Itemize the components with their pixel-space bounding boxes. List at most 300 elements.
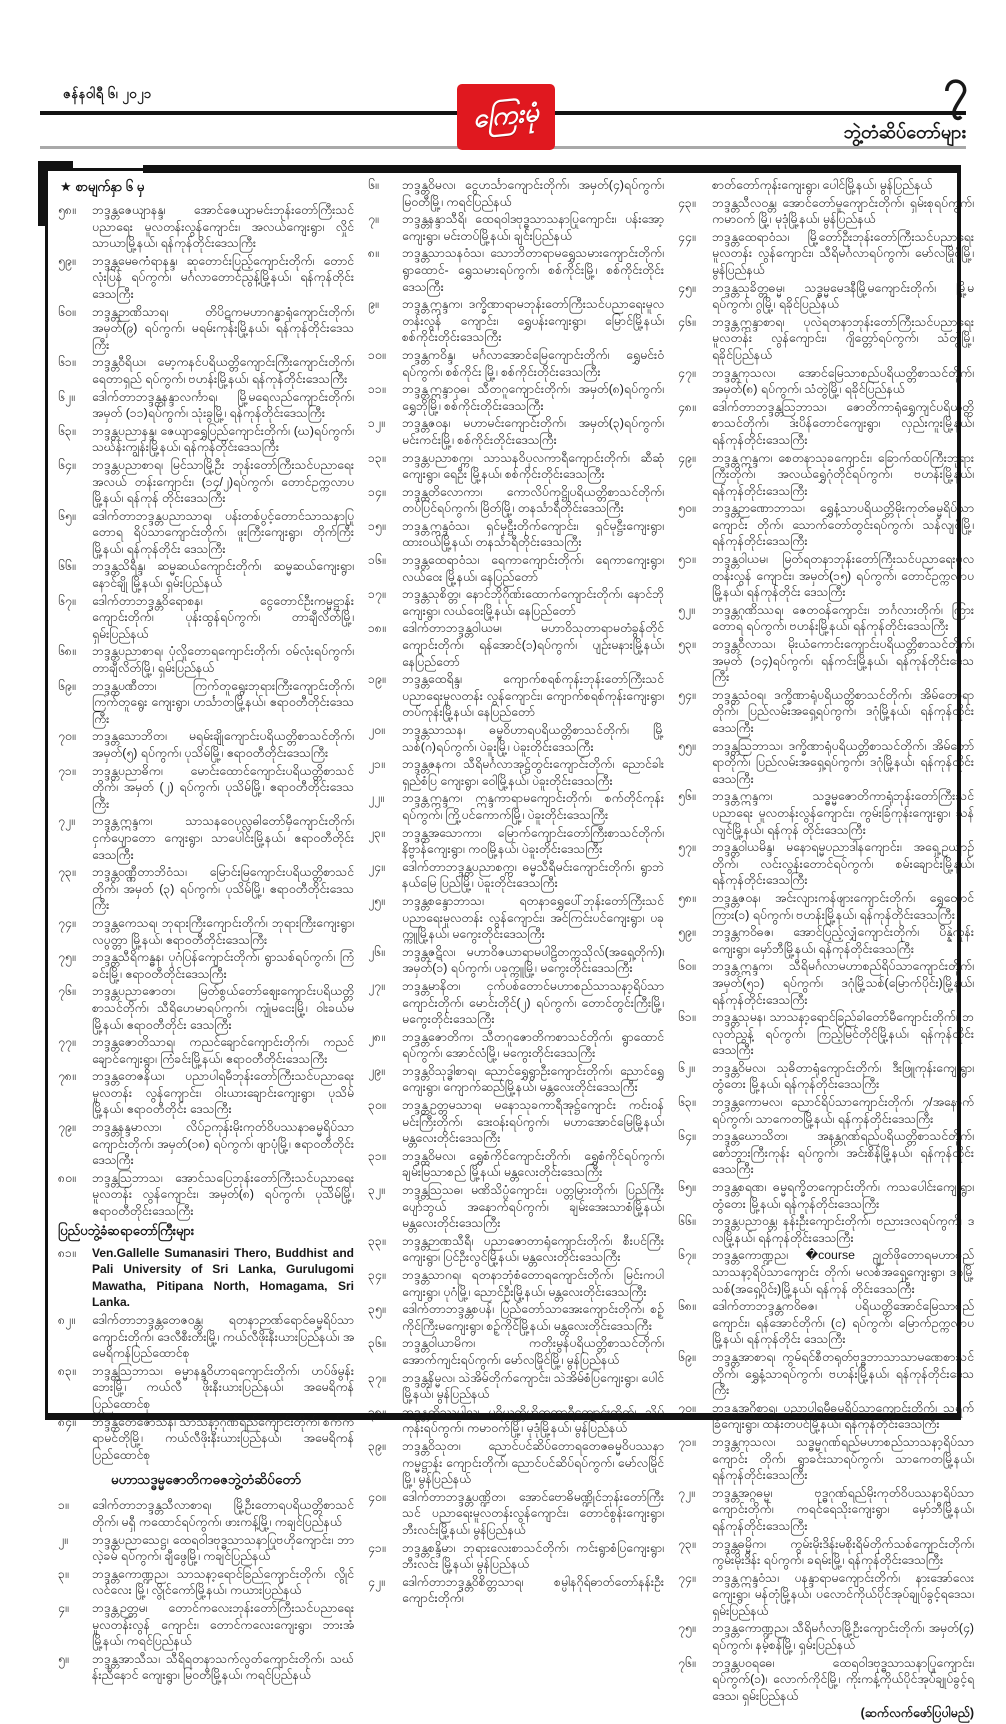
title-entry <box>678 1179 974 1212</box>
title-entry <box>58 304 354 354</box>
entry-text: ဘဒ္ဒန္တကုသလ၊ အောင်မြေသာစည်ပရိယတ္တိစာသင်တိုက်၊ အမှတ်(၈) ရပ်ကွက်၊ သံတွဲမြို့၊ ရခိုင်ပြည်နယ် <box>712 365 974 397</box>
entry-text: ဒေါက်တာဘဒ္ဒန္တဝါယမ၊ မဟာဝိသုတာရာမတံခွန်တိုင်ကျောင်းတိုက်၊ ရန်အောင်(၁)ရပ်ကွက်၊ ပျဉ်းမနားမြို့နယ်၊ နေပြည်တော် <box>402 621 664 669</box>
entry-text: ဘဒ္ဒန္တကုသလ၊ သဒ္ဓမ္မဂုဏ်ရည်မဟာစည်သာသနာ့ရိပ်သာကျောင်း တိုက်၊ ရွာခင်းသာရပ်ကွက်၊ သာကေတမြို့နယ်၊ ရန်ကုန်တိုင်းဒေသကြီး <box>712 1434 974 1483</box>
title-entry <box>678 1009 974 1059</box>
title-entry <box>58 1170 354 1220</box>
entry-text: ဘဒ္ဒန္တဓမ္မိက၊ ကွမ်းမိုးဒိန်းမစိုးရိမ်တိုက်သစ်ကျောင်းတိုက်၊ ကွမ်းမိုးဒိန်း ရပ်ကွက်၊ ခရမ်းမြို့၊ ရန်ကုန်တိုင်းဒေသကြီး <box>712 1536 974 1568</box>
title-entry <box>58 1600 354 1650</box>
entry-number: ၂၅။ <box>368 893 385 908</box>
title-entry <box>678 636 974 686</box>
title-entry <box>368 620 664 670</box>
entry-number: ၆၁။ <box>678 1010 696 1025</box>
entry-text: ဘဒ္ဒန္တဝါယမ၊ မြတ်ရတနာဘုန်းတော်ကြီးသင်ပညာရေးမူလတန်းလွန် ကျောင်း၊ အမှတ်(၁၅) ရပ်ကွက်၊ တောင်ဥက္ကလာပမြို့နယ်၊ ရန်ကုန်တိုင်း ဒေသကြီး <box>712 552 974 600</box>
entry-number: ၆၃။ <box>678 1095 696 1110</box>
entry-number: ၈၄။ <box>58 1414 76 1429</box>
entry-number: ၆၆။ <box>58 559 76 574</box>
title-entry <box>58 643 354 676</box>
title-entry <box>368 978 664 1028</box>
title-entry <box>368 586 664 619</box>
title-entry <box>58 1119 354 1169</box>
entry-number: ၇၃။ <box>678 1536 696 1551</box>
entry-number: ၂၁။ <box>368 757 385 772</box>
entry-text: ဘဒ္ဒန္တသုခိတ္တဓမ္မ၊ သဒ္ဓမ္မမေဒနီမြို့မကျောင်းတိုက်၊ မြို့မရပ်ကွက်၊ ဂွမြို့၊ ရခိုင်ပြည်နယ် <box>712 280 974 312</box>
title-entry <box>58 457 354 507</box>
title-entry <box>368 1438 664 1488</box>
entry-number: ၃၆။ <box>368 1336 386 1351</box>
title-entry <box>678 788 974 838</box>
entry-text: ဘဒ္ဒန္တပညာသေဋ္ဌ၊ ထေရဝါဒဗုဒ္ဓသာသနာပြုဗဟိုကျောင်း၊ ဘာလဲ့ခမ် ရပ်ကွက်၊ ချီဖွေမြို့၊ ကချင်ပြည်နယ် <box>92 1532 354 1564</box>
entry-text: ဘဒ္ဒန္တဝီရိယ၊ မော့ကနင်ပရိယတ္တိကျောင်းကြီးကျောင်းတိုက်၊ ရေတာရှည် ရပ်ကွက်၊ ဗဟန်းမြို့နယ်၊ ရန်ကုန်တိုင်းဒေသကြီး <box>92 355 354 386</box>
entry-number: ၇၃။ <box>58 865 76 880</box>
entry-number: ၅၉။ <box>58 253 76 268</box>
title-entry <box>678 687 974 737</box>
entry-number: ၆၃။ <box>58 423 76 438</box>
entry-number: ၁၆။ <box>368 553 386 568</box>
title-entry <box>368 790 664 823</box>
title-entry <box>368 1370 664 1403</box>
title-entry <box>678 314 974 364</box>
entry-text: ဘဒ္ဒန္တဣန္ဒက၊ ဣန္ဒကာရာမကျောင်းတိုက်၊ စက်တိုင်ကုန်းရပ်ကွက်၊ ကြို့ပင်ကောက်မြို့၊ ပဲခူးတိုင်းဒေသကြီး <box>402 791 664 822</box>
title-entry <box>368 415 664 448</box>
entry-number: ၂၉။ <box>368 1063 385 1078</box>
entry-number: ၅၈။ <box>58 203 76 217</box>
title-entry <box>678 1570 974 1620</box>
entry-text: ဘဒ္ဒန္တအဂ္ဂဓမ္မ၊ ဗုဒ္ဓဂုဏ်ရည်မိုးကုတ်ဝိပဿနာရိပ်သာကျောင်းတိုက်၊ ကရင်ရေသိုးကျေးရွာ၊ မှော်ဘီမြို့နယ်၊ ရန်ကုန်တိုင်းဒေသကြီး <box>712 1485 974 1533</box>
entry-text: ဘဒ္ဒန္တထေရာဝံသ၊ မြို့တော်ဦးဘုန်းတော်ကြီးသင်ပညာရေးမူလတန်း လွန်ကျောင်း၊ သီရိမင်္ဂလာရပ်ကွက်၊ မော်လမြိုင်မြို့၊ မွန်ပြည်နယ် <box>712 229 974 277</box>
entry-text: ဘဒ္ဒန္တဝါယာမိက၊ ကတိုးမွန်ပရိယတ္တိစာသင်တိုက်၊ အောက်ကျင်းရပ်ကွက်၊ မော်လမြိုင်မြို့၊ မွန်ပြည်နယ် <box>402 1336 664 1367</box>
foreign-sayadaw-header: ပြည်ပဘွဲ့ခံဆရာတော်ကြီးများ <box>58 1222 195 1238</box>
article-columns <box>58 177 974 1721</box>
entry-text: ဒေါက်တာဘဒ္ဒန္တသီလာစာရ၊ မြို့ဦးတောရပရိယတ္တိစာသင်တိုက်၊ မရှီ ကထောင်ရပ်ကွက်၊ ဖားကန့်မြို့၊ ကချင်ပြည်နယ် <box>92 1498 354 1529</box>
entry-number: ၃၄။ <box>368 1268 386 1282</box>
entry-number: ၈။ <box>368 246 379 261</box>
entry-number: ၆၈။ <box>58 644 76 659</box>
entry-text: ဘဒ္ဒန္တဩဘာသ၊ ဒက္ခိဏာရုံပရိယတ္တိစာသင်တိုက်၊ အိမ်တော်ရာတိုက်၊ ပြည်လမ်းအရှေ့ရပ်ကွက်၊ ဒဂုံမြို့နယ်၊ ရန်ကုန်တိုင်းဒေသကြီး <box>712 738 974 786</box>
entry-text: ဘဒ္ဒန္တတေဇနိယ၊ ပညာပါရမီဘုန်းတော်ကြီးသင်ပညာရေးမူလတန်း လွန်ကျောင်း၊ ဝါးယားချောင်းကျေးရွာ၊ ပုသိမ်မြို့နယ်၊ ဧရာဝတီတိုင်း ဒေသကြီး <box>92 1069 354 1117</box>
column-3 <box>678 177 974 1721</box>
mahasaddhamma-section-header: မဟာသဒ္ဓမ္မဇောတိကဓဇဘွဲ့တံဆိပ်တော် <box>110 1472 302 1488</box>
title-entry <box>368 450 664 483</box>
entry-text: ဘဒ္ဒန္တဝဏ္ဏီတာဘိဝံသ၊ မြောင်းမြကျောင်းပရိယတ္တိစာသင်တိုက်၊ အမှတ် (၃) ရပ်ကွက်၊ ပုသိမ်မြို့၊ ဧရာဝတီတိုင်းဒေသကြီး <box>92 865 354 913</box>
entry-number: ၆၅။ <box>678 1180 696 1195</box>
title-entry <box>58 864 354 914</box>
title-entry <box>58 915 354 948</box>
entry-text: ဒေါက်တာဘဒ္ဒန္တဩဘာသ၊ ဇောတိကာရုံရွှေကျင်ပရိယတ္တိစာသင်တိုက်၊ ဒဲးပိန်တောင်ကျေးရွာ၊ လှည်းကူးမြို့နယ်၊ ရန်ကုန်တိုင်းဒေသကြီး <box>712 399 974 447</box>
title-entry <box>678 1655 974 1705</box>
title-entry <box>58 593 354 643</box>
title-entry <box>58 1363 354 1413</box>
entry-number: ၇၁။ <box>678 1434 696 1449</box>
entry-text: ဘဒ္ဒန္တဝိမလ၊ ငွေဟင်္သာကျောင်းတိုက်၊ အမှတ်(၄)ရပ်ကွက်၊ မြဝတီမြို့၊ ကရင်ပြည်နယ် <box>402 178 664 209</box>
title-entry <box>368 518 664 551</box>
title-entry <box>58 763 354 813</box>
title-entry <box>58 1068 354 1118</box>
entry-number: ၁၄။ <box>368 484 386 499</box>
entry-text: ဘဒ္ဒန္တဥတ္တမသာရ၊ မနောသုခကာရီအုဋ္ဌ်ကျောင်း ကင်းဝန်မင်းကြီးတိုက်၊ ဒေးဝန်းရပ်ကွက်၊ မဟာအောင်မြေမြို့နယ်၊ မန္တလေးတိုင်းဒေသကြီး <box>402 1098 664 1146</box>
entry-list-58-80 <box>58 202 354 1220</box>
entry-list-1-5 <box>58 1497 354 1684</box>
entry-number: ၆၆။ <box>678 1214 696 1229</box>
entry-number: ၄၄။ <box>678 229 696 244</box>
entry-text: ဘဒ္ဒန္တဇောတိက၊ သီတဂူဇောတိကစာသင်တိုက်၊ ရွာထောင်ရပ်ကွက်၊ အောင်လံမြို့၊ မကွေးတိုင်းဒေသကြီး <box>402 1029 664 1061</box>
entry-text: ဒေါက်တာဘဒ္ဒန္တနန္ဒာလင်္ကာရ၊ မြို့မရေလည်ကျောင်းတိုက်၊ အမှတ် (၁၁)ရပ်ကွက်၊ သုံးခွမြို့၊ ရန်ကုန်တိုင်းဒေသကြီး <box>92 389 354 421</box>
entry-number: ၅၉။ <box>678 925 696 940</box>
entry-number: ၅၀။ <box>678 501 696 516</box>
title-entry <box>58 1414 354 1464</box>
title-entry <box>58 1034 354 1067</box>
entry-number: ၃၈။ <box>368 1404 386 1419</box>
entry-text: ဘဒ္ဒန္တကောဏ္ဍည၊ သီရိမင်္ဂလာမြို့ဦးကျောင်းတိုက်၊ အမှတ်(၄) ရပ်ကွက်၊ နမ့်စန်မြို့၊ ရှမ်းပြည်နယ် <box>712 1621 974 1653</box>
entry-number: ၈၂။ <box>58 1313 75 1327</box>
entry-text: ဘဒ္ဒန္တဝိမလ၊ ရွှေစံကိုင်ကျောင်းတိုက်၊ ရွှေစံကိုင်ရပ်ကွက်၊ ချမ်းမြသာစည် မြို့နယ်၊ မန္တလေးတိုင်းဒေသကြီး <box>402 1148 664 1180</box>
title-entry <box>58 1312 354 1362</box>
entry-number: ၃၂။ <box>368 1183 385 1198</box>
entry-text: ဘဒ္ဒန္တပဝရဓေ၊ ထေရဝါဒဗုဒ္ဓသာသနာပြုကျောင်း၊ ရပ်ကွက်(၁)၊ လောက်ကိုင်မြို့၊ ကိုးကန့်ကိုယ်ပိုင်အုပ်ချုပ်ခွင့်ရဒေသ၊ ရှမ်းပြည်နယ် <box>712 1655 974 1703</box>
title-entry <box>368 1540 664 1573</box>
entry-text: ဒေါက်တာဘဒ္ဒန္တတေဇဝန္တ၊ ရတနာဉာဏ်ရောင်ဓမ္မရိပ်သာကျောင်းတိုက်၊ ဒေလီစီးတီးမြို့၊ ကယ်လီဖိုးနီးယားပြည်နယ်၊ အမေရိကန်ပြည်ထောင်စု <box>92 1313 354 1361</box>
entry-text: ဒေါက်တာဘဒ္ဒန္တစပန်၊ ပြည်တော်သာအေးကျောင်းတိုက်၊ စဉ့်ကိုင်ကြီးမကျေးရွာ၊ စဉ့်ကိုင်မြို့နယ်၊ မန္တလေးတိုင်းဒေသကြီး <box>402 1302 664 1333</box>
title-entry <box>368 296 664 346</box>
entry-text: ဘဒ္ဒန္တပညာစာရ၊ ပုံလှိုတောရကျောင်းတိုက်၊ ဝမ်လုံးရပ်ကွက်၊ တာချီလိတ်မြို့၊ ရှမ်းပြည်နယ် <box>92 644 354 676</box>
title-entry <box>58 508 354 558</box>
entry-number: ၆၇။ <box>678 1248 696 1263</box>
entry-number: ၆၂။ <box>678 1060 695 1075</box>
entry-number: ၅။ <box>58 1651 69 1666</box>
entry-number: ၂၀။ <box>368 723 385 737</box>
entry-number: ၁၉။ <box>368 672 386 687</box>
title-entry <box>58 949 354 982</box>
entry-number: ၄၇။ <box>678 365 696 380</box>
entry-number: ၁၇။ <box>368 587 386 602</box>
entry-text: ဘဒ္ဒန္တသိရီန္ဒ၊ ဆမ္မဆယ်ကျောင်းတိုက်၊ ဆမ္မဆယ်ကျေးရွာ၊ နောင်ချို မြို့နယ်၊ ရှမ်းပြည်နယ် <box>92 559 354 591</box>
title-entry <box>678 738 974 788</box>
entry-text: ဘဒ္ဒန္တဝိသုဒ္ဓါစာရ၊ ညောင်ရွှေရွာဦးကျောင်းတိုက်၊ ညောင်ရွှေကျေးရွာ၊ ကျောက်ဆည်မြို့နယ်၊ မန္တလေးတိုင်းဒေသကြီး <box>402 1063 664 1095</box>
entry-text: ဘဒ္ဒန္တဩဘာသ၊ အောင်သပြေဘုန်းတော်ကြီးသင်ပညာရေးမူလတန်း လွန်ကျောင်း၊ အမှတ်(၈) ရပ်ကွက်၊ ပုသိမ်မြို့၊ ဧရာဝတီတိုင်းဒေသကြီး <box>92 1170 354 1219</box>
to-be-continued-note: (ဆက်လက်ဖော်ပြပါမည်) <box>860 1706 974 1721</box>
entry-text: ဘဒ္ဒန္တသုစိတ္တ၊ နောင်ဘိုဂိုဏ်းထောက်ကျောင်းတိုက်၊ နောင်ဘိုကျေးရွာ၊ လယ်ဝေးမြို့နယ်၊ နေပြည်တော် <box>402 587 664 618</box>
title-entry <box>678 1094 974 1127</box>
entry-text: ဘဒ္ဒန္တသောဘိတ၊ မရမ်းချိုကျောင်းပရိယတ္တိစာသင်တိုက်၊ အမှတ်(၅) ရပ်ကွက်၊ ပုသိမ်မြို့၊ ဧရာဝတီတိုင်းဒေသကြီး <box>92 729 354 760</box>
entry-number: ၁။ <box>58 1498 69 1513</box>
entry-text: ဘဒ္ဒန္တသုမန၊ သာသနာ့ရောင်ခြည်ခါတော်မီကျောင်းတိုက်၊ ဘလုတ်ညွန့် ရပ်ကွက်၊ ကြည့်မြင်တိုင်မြို့နယ်၊ ရန်ကုန်တိုင်းဒေသကြီး <box>712 1010 974 1058</box>
entry-text: ဘဒ္ဒန္တဣန္ဒာဝုဓ၊ သီတဂူကျောင်းတိုက်၊ အမှတ်(၈)ရပ်ကွက်၊ ရွှေဘိုမြို့၊ စစ်ကိုင်းတိုင်းဒေသကြီး <box>402 382 664 413</box>
title-entry <box>678 1400 974 1433</box>
title-entry <box>678 1060 974 1093</box>
entry-text: ဘဒ္ဒန္တဂုဏိဿရ၊ ဇေတဝန်ကျောင်း၊ ဘင်္ဂလားတိုက်၊ ကြားတောရ ရပ်ကွက်၊ ဗဟန်းမြို့နယ်၊ ရန်ကုန်တိုင်းဒေသကြီး <box>712 602 974 634</box>
title-entry <box>58 202 354 252</box>
entry-42-continuation: စာတ်တော်ကုန်းကျေးရွာ၊ ပေါင်မြို့နယ်၊ မွန်ပြည်နယ် <box>712 178 933 192</box>
title-entry <box>58 1497 354 1530</box>
entry-text: ဘဒ္ဒန္တသီလဝန္တ၊ အောင်တော်မူကျောင်းတိုက်၊ ရှမ်းစုရပ်ကွက်၊ ကမာဝက် မြို့၊ မုဒုံမြို့နယ်၊ မွန်ပြည်နယ် <box>712 195 974 227</box>
entry-text: ဘဒ္ဒန္တအာသီသ၊ သီရိရတနာသက်လွတ်ကျောင်းတိုက်၊ သဃ်န်းညီနောင် ကျေးရွာ၊ မြဝတီမြို့နယ်၊ ကရင်ပြည်နယ် <box>92 1651 354 1683</box>
entry-number: ၃၉။ <box>368 1438 386 1453</box>
entry-text: ဘဒ္ဒန္တနန္ဒာသီရိ၊ ထေရဝါဒဗုဒ္ဓသာသနာပြုကျောင်း၊ ပန်းအော့ကျေးရွာ၊ မင်းတပ်မြို့နယ်၊ ချင်းပြည်နယ် <box>402 212 664 243</box>
entry-text: ဘဒ္ဒန္တတေဇောသန၊ သာသနာ့ဂုဏ်ရည်ကျောင်းတိုက်၊ စက်ကရာမင်တိုမြို့၊ ကယ်လီဖိုးနီးယားပြည်နယ်၊ အမေရိကန်ပြည်ထောင်စု <box>92 1414 354 1462</box>
title-entry <box>368 347 664 380</box>
entry-text: ဒေါက်တာဘဒ္ဒန္တပဏ္ဍိတ၊ အောင်ဗောဓိမဏ္ဍိုင်ဘုန်းတော်ကြီးသင် ပညာရေးမူလတန်းလွန်ကျောင်း၊ တောင်စွန်းကျေးရွာ၊ ဘီးလင်းမြို့နယ်၊ မွန်ပြည်နယ် <box>402 1489 664 1537</box>
entry-list-43-76 <box>678 195 974 1705</box>
entry-number: ၃။ <box>58 1566 69 1581</box>
title-entry <box>678 1485 974 1535</box>
entry-number: ၆၂။ <box>58 389 75 404</box>
entry-list-81-84 <box>58 1245 354 1464</box>
entry-number: ၆၀။ <box>678 959 696 974</box>
entry-text: ဘဒ္ဒန္တပညာဇောတ၊ မြတ်စွယ်တော်ဈေးကျောင်းပရိယတ္တိစာသင်တိုက်၊ သီရိဟေမာရပ်ကွက်၊ ကျုံမငေးမြို့၊ ဝါးခယ်မမြို့နယ်၊ ဧရာဝတီတိုင်း ဒေသကြီး <box>92 984 354 1032</box>
page-number: ၇ <box>943 61 968 110</box>
title-entry <box>368 1097 664 1147</box>
entry-number: ၇၆။ <box>678 1655 696 1670</box>
title-entry <box>368 1148 664 1181</box>
entry-text: ဘဒ္ဒန္တဣန္ဒဝံသ၊ ပနန္ဒာရာမကျောင်းတိုက်၊ နားအော်လေးကျေးရွာ၊ မန်တုံမြို့နယ်၊ ပလောင်ကိုယ်ပိုင်အုပ်ချုပ်ခွင့်ရဒေသ၊ ရှမ်းပြည်နယ် <box>712 1570 974 1618</box>
entry-text: ဘဒ္ဒန္တသာသနဝံသ၊ သောဘိတာရာမရွှေသမားကျောင်းတိုက်၊ ရွာထောင်- ရွှေသမားရပ်ကွက်၊ စစ်ကိုင်းမြို့၊ စစ်ကိုင်းတိုင်းဒေသကြီး <box>402 246 664 294</box>
entry-text: ဘဒ္ဒန္တအာစာရ၊ ကွမ်ရင်စီတရုတ်ဗုဒ္ဓဘာသာသာမဏေစာသင်တိုက်၊ ရွှေနံ့သာရပ်ကွက်၊ ဗဟန်းမြို့နယ်၊ ရန်ကုန်တိုင်းဒေသကြီး <box>712 1349 974 1398</box>
entry-text: ဘဒ္ဒန္တသာသန၊ ဓမ္မဝိဟာရပရိယတ္တိစာသင်တိုက်၊ မြို့သစ်(ဂ)ရပ်ကွက်၊ ပဲခူးမြို့၊ ပဲခူးတိုင်းဒေသကြီး <box>402 723 664 754</box>
entry-number: ၉။ <box>368 297 379 312</box>
entry-number: ၆၀။ <box>58 304 76 319</box>
entry-text: ဒေါက်တာဘဒ္ဒန္တဝိရောစန၊ ငွေတောင်ဦးကမ္မဋ္ဌာန်းကျောင်းတိုက်၊ ပုန်းထွန်ရပ်ကွက်၊ တာချီလိတ်မြို့၊ ရှမ်းပြည်နယ် <box>92 593 354 641</box>
entry-number: ၂၈။ <box>368 1029 385 1044</box>
title-entry <box>368 1574 664 1607</box>
entry-number: ၆၈။ <box>678 1299 696 1314</box>
entry-number: ၇၄။ <box>58 915 76 930</box>
title-entry <box>58 813 354 863</box>
entry-number: ၈၃။ <box>58 1363 76 1378</box>
title-entry <box>368 1267 664 1300</box>
title-entry <box>368 722 664 755</box>
entry-number: ၂၂။ <box>368 791 384 806</box>
title-entry <box>368 1489 664 1539</box>
entry-number: ၅၂။ <box>678 602 695 617</box>
entry-text: ဘဒ္ဒန္တဣန္ဒက၊ ဒက္ခိဏာရာမဘုန်းတော်ကြီးသင်ပညာရေးမူလတန်းလွန် ကျောင်း၊ ရွှေပန်းကျေးရွာ၊ မြောင်မြို့နယ်၊ စစ်ကိုင်းတိုင်းဒေသကြီး <box>402 297 664 345</box>
entry-number: ၄၃။ <box>678 195 696 210</box>
entry-text: ဘဒ္ဒန္တစန္ဒောဘာသ၊ ရတနာရွှေပေါ်ဘုန်းတော်ကြီးသင်ပညာရေးမူလတန်း လွန်ကျောင်း၊ အင်ကြင်းပင်ကျေးရွာ၊ ပခုက္ကူမြို့နယ်၊ မကွေးတိုင်းဒေသကြီး <box>402 893 664 942</box>
entry-text: ဘဒ္ဒန္တအသောကာ၊ မြောက်ကျောင်းတော်ကြီးစာသင်တိုက်၊ နိဗ္ဗာန်ကျေးရွာ၊ ကဝမြို့နယ်၊ ပဲခူးတိုင်းဒေသကြီး <box>402 825 664 857</box>
title-entry <box>368 381 664 414</box>
entry-number: ၃၀။ <box>368 1098 386 1113</box>
title-entry <box>678 1213 974 1246</box>
entry-number: ၇၆။ <box>58 984 76 999</box>
title-entry <box>58 678 354 728</box>
column-1 <box>58 177 354 1683</box>
title-entry <box>368 552 664 585</box>
entry-number: ၃၇။ <box>368 1370 386 1385</box>
title-entry <box>368 859 664 892</box>
title-entry <box>678 365 974 398</box>
entry-number: ၇၀။ <box>678 1400 696 1415</box>
title-entry <box>368 944 664 977</box>
entry-text: ဘဒ္ဒန္တမာနိတ၊ ငှက်ပစ်တောင်မဟာစည်သာသနာ့ရိပ်သာကျောင်းတိုက်၊ မောင်းတိုင်(၂) ရပ်ကွက်၊ တောင်တွင်းကြီးမြို့၊ မကွေးတိုင်းဒေသကြီး <box>402 978 664 1027</box>
entry-number: ၅၅။ <box>678 738 696 753</box>
entry-number: ၇၂။ <box>678 1485 695 1500</box>
entry-number: ၄။ <box>58 1600 69 1615</box>
title-entry <box>368 211 664 244</box>
entry-number: ၇။ <box>368 212 379 227</box>
entry-text: ဘဒ္ဒန္တပညာဓိက၊ မောင်းထောင်ကျောင်းပရိယတ္တိစာသင်တိုက်၊ အမှတ် (၂) ရပ်ကွက်၊ ပုသိမ်မြို့၊ ဧရာဝတီတိုင်းဒေသကြီး <box>92 763 354 811</box>
entry-text: ဘဒ္ဒန္တဇဋိလ၊ မဟာဝိဇယာရာမပါဠိတက္ကသိုလ်(အရှေ့တိုက်)၊ အမှတ်(၁) ရပ်ကွက်၊ ပခုက္ကူမြို့၊ မကွေးတိုင်းဒေသကြီး <box>402 944 664 976</box>
entry-text: ဒေါက်တာဘဒ္ဒန္တပညာသာရ၊ ပန်းတစ်ပွင့်တောင်သာသနာပြုတောရ ရိပ်သာကျောင်းတိုက်၊ ဖူးကြီးကျေးရွာ၊ တိုက်ကြီးမြို့နယ်၊ ရန်ကုန်တိုင်း ဒေသကြီး <box>92 508 354 556</box>
entry-number: ၆။ <box>368 178 379 192</box>
entry-text: ဘဒ္ဒန္တသံဝရ၊ ဒက္ခိဏာရုံပရိယတ္တိစာသင်တိုက်၊ အိမ်တော်ရာတိုက်၊ ပြည်လမ်းအရှေ့ရပ်ကွက်၊ ဒဂုံမြို့နယ်၊ ရန်ကုန်တိုင်းဒေသကြီး <box>712 687 974 735</box>
title-entry <box>678 1434 974 1484</box>
title-entry <box>368 245 664 295</box>
title-entry <box>678 551 974 601</box>
entry-number: ၃၃။ <box>368 1233 386 1248</box>
entry-number: ၇၂။ <box>58 814 75 829</box>
entry-text: ဘဒ္ဒန္တဩဘာသ၊ ဓမ္မာနန္ဒဝိဟာရကျောင်းတိုက်၊ ဟပ်ဖ်မွန်းဘေးမြို့၊ ကယ်လီ ဖိုးနီးယားပြည်နယ်၊ အမေရိကန်ပြည်ထောင်စု <box>92 1363 354 1411</box>
masthead-logo <box>457 84 555 150</box>
entry-number: ၈၁။ <box>58 1245 76 1260</box>
entry-text: ဘဒ္ဒန္တစန္ဒိမာ၊ ဘုရားလေးစာသင်တိုက်၊ ကင်းရွာစံပြကျေးရွာ၊ ဘီးလင်း မြို့နယ်၊ မွန်ပြည်နယ် <box>402 1540 664 1572</box>
entry-text: ဘဒ္ဒန္တဣန္ဒာစာရ၊ ပုလဲရတနာဘုန်းတော်ကြီးသင်ပညာရေးမူလတန်း လွန်ကျောင်း၊ ဂျိတ္တော်ရပ်ကွက်၊ သံတွဲမြို့၊ ရခိုင်ပြည်နယ် <box>712 314 974 362</box>
entry-number: ၄၆။ <box>678 314 696 329</box>
title-entry <box>678 1349 974 1399</box>
entry-number: ၆၉။ <box>58 678 76 693</box>
title-entry <box>678 1247 974 1297</box>
title-entry <box>58 1532 354 1565</box>
entry-text: ဘဒ္ဒန္တဇေယျာနန္ဒ၊ အောင်ဇေယျာမင်းဘုန်းတော်ကြီးသင်ပညာရေး မူလတန်းလွန်ကျောင်း၊ အလယ်ကျေးရွာ၊ လှိုင်သာယာမြို့နယ်၊ ရန်ကုန်တိုင်းဒေသကြီး <box>92 203 354 251</box>
entry-text: ဒေါက်တာဘဒ္ဒန္တဝိစိတ္တသာရ၊ စမ္ပါနဂိုရ်ဓာတ်တော်နန်းဦးကျောင်းတိုက်၊ <box>402 1574 664 1606</box>
title-entry <box>368 1233 664 1266</box>
title-entry <box>678 924 974 957</box>
entry-text: ဘဒ္ဒန္တကောဏ္ဍည၊ သာသနာ့ရောင်ခြည်ကျောင်းတိုက်၊ လွိုင်လင်လေး မြို့၊ လွိုင်ကော်မြို့နယ်၊ ကယားပြည်နယ် <box>92 1566 354 1598</box>
entry-number: ၂။ <box>58 1532 68 1547</box>
title-entry <box>678 450 974 500</box>
entry-text: ဘဒ္ဒန္တသီရိကန္ဓန၊ ပုဂံပြန်ကျောင်းတိုက်၊ ရွာသစ်ရပ်ကွက်၊ ကြံခင်းမြို့၊ ဧရာဝတီတိုင်းဒေသကြီး <box>92 950 354 981</box>
entry-text: ဘဒ္ဒန္တပဏီတာ၊ ကြက်တူရွေးဘုရားကြီးကျောင်းတိုက်၊ ကြက်တူရွေး ကျေးရွာ၊ ဟင်္သာတမြို့နယ်၊ ဧရာဝတီတိုင်းဒေသကြီး <box>92 678 354 726</box>
entry-number: ၅၃။ <box>678 637 696 652</box>
title-entry <box>678 500 974 550</box>
entry-number: ၃၅။ <box>368 1302 386 1317</box>
entry-text: ဘဒ္ဒန္တကဝိဓဇ၊ အောင်ပြည့်လျှံကျောင်းတိုက်၊ ပိန္နဲကုန်းကျေးရွာ၊ မှော်ဘီမြို့နယ်၊ ရန်ကုန်တိုင်းဒေသကြီး <box>712 925 974 956</box>
entry-text: ဘဒ္ဒန္တဇနက၊ သီရိမင်္ဂလာအုဋ္ဌ်တွင်းကျောင်းတိုက်၊ ညောင်ခါးရှည်စံပြ ကျေးရွာ၊ ဝေါမြို့နယ်၊ ပဲခူးတိုင်းဒေသကြီး <box>402 757 664 788</box>
entry-number: ၁၂။ <box>368 416 385 431</box>
title-entry <box>678 229 974 279</box>
entry-text: ဘဒ္ဒန္တဇောတိသာရ၊ ကညင်ချောင်ကျောင်းတိုက်၊ ကညင်ချောင်ကျေးရွာ၊ ကြံခင်းမြို့နယ်၊ ဧရာဝတီတိုင်းဒေသကြီး <box>92 1035 354 1066</box>
entry-number: ၁၈။ <box>368 621 386 636</box>
title-entry <box>368 671 664 721</box>
entry-text: ဘဒ္ဒန္တဇဝန၊ အင်းလျားကန်ဖျားကျောင်းတိုက်၊ ရွှေတောင်ကြား(၁) ရပ်ကွက်၊ ဗဟန်းမြို့နယ်၊ ရန်ကုန်တိုင်းဒေသကြီး <box>712 890 974 922</box>
entry-number: ၅၁။ <box>678 552 696 567</box>
entry-number: ၅၈။ <box>678 890 696 905</box>
entry-text: ဘဒ္ဒန္တစရဏ၊ ဓမ္မရက္ခိတကျောင်းတိုက်၊ ကသပေါင်းကျေးရွာ၊ တွံတေး မြို့နယ်၊ ရန်ကုန်တိုင်းဒေသကြီး <box>712 1180 974 1211</box>
entry-text: ဘဒ္ဒန္တဣန္ဒက၊ စေတနာသုခကျောင်း၊ ခြောက်ထပ်ကြီးဘုရားကြီးတိုက်၊ အလယ်ရွှေဂုံတိုင်ရပ်ကွက်၊ ဗဟန်းမြို့နယ်၊ ရန်ကုန်တိုင်းဒေသကြီး <box>712 450 974 498</box>
entry-number: ၂၆။ <box>368 944 385 959</box>
entry-number: ၆၅။ <box>58 508 76 523</box>
entry-text: ဘဒ္ဒန္တဉာဏောဘာသ၊ ရွှေနံ့သာပရိယတ္တိမိုးကုတ်ဓမ္မရိပ်သာကျောင်း တိုက်၊ သောက်တော်တွင်းရပ်ကွက်၊ သန်လျင်မြို့၊ ရန်ကုန်တိုင်းဒေသကြီး <box>712 501 974 549</box>
title-entry <box>368 1404 664 1437</box>
entry-number: ၅၄။ <box>678 687 696 702</box>
title-entry <box>678 890 974 923</box>
entry-number: ၁၅။ <box>368 518 386 533</box>
entry-number: ၇၇။ <box>58 1035 76 1050</box>
entry-number: ၆၄။ <box>678 1129 696 1144</box>
entry-number: ၃၁။ <box>368 1148 386 1163</box>
title-entry <box>678 1128 974 1178</box>
box-top-bar <box>143 165 961 173</box>
title-entry <box>678 602 974 635</box>
entry-text: ဘဒ္ဒန္တသာဂရ၊ ရတနာဘုံစံတောရကျောင်းတိုက်၊ မြင်းကပါကျေးရွာ၊ ပုဂံမြို့၊ ညောင်ဦးမြို့နယ်၊ မန္တလေးတိုင်းဒေသကြီး <box>402 1268 664 1299</box>
entry-number: ၇၅။ <box>678 1621 696 1636</box>
entry-list-6-42 <box>368 177 664 1607</box>
title-entry <box>58 253 354 303</box>
entry-number: ၄၅။ <box>678 280 696 295</box>
entry-number: ၂၄။ <box>368 859 385 874</box>
entry-number: ၇၄။ <box>678 1570 696 1585</box>
title-entry <box>678 958 974 1008</box>
entry-text: ဘဒ္ဒန္တပညာစာရ၊ မြင်သာမြို့ဦး ဘုန်းတော်ကြီးသင်ပညာရေးအလယ် တန်းကျောင်း၊ (၁၄/၂)ရပ်ကွက်၊ တောင်ဥက္ကလာပမြို့နယ်၊ ရန်ကုန် တိုင်းဒေသကြီး <box>92 457 354 506</box>
title-entry <box>58 354 354 387</box>
entry-text: ဘဒ္ဒန္တဣန္ဒက၊ သာသနဝေပုလ္လဓါတော်မှီကျောင်းတိုက်၊ ငှက်ပျောတော ကျေးရွာ၊ သာပေါင်းမြို့နယ်၊ ဧရာဝတီတိုင်းဒေသကြီး <box>92 814 354 862</box>
entry-text: ဘဒ္ဒန္တဣန္ဒက၊ သီရိမင်္ဂလာမဟာစည်ရိပ်သာကျောင်းတိုက်၊ အမှတ်(၅၁) ရပ်ကွက်၊ ဒဂုံမြို့သစ်(မြောက်ပိုင်း)မြို့နယ်၊ ရန်ကုန်တိုင်းဒေသကြီး <box>712 959 974 1007</box>
entry-number: ၄၉။ <box>678 450 696 465</box>
masthead-logo-text: ကြေးမုံ <box>471 96 541 133</box>
title-entry <box>368 756 664 789</box>
entry-text: ဘဒ္ဒန္တတိဿပါလ၊ ပရိယတ္တိဟိတကာရီကျောင်းတိုက်၊ သိမ်ကုန်းရပ်ကွက်၊ ကမာဝက်မြို့၊ မုဒုံမြို့နယ်၊ မွန်ပြည်နယ် <box>402 1404 664 1436</box>
entry-number: ၇၅။ <box>58 950 76 965</box>
entry-number: ၆၁။ <box>58 355 76 370</box>
title-entry <box>368 893 664 943</box>
title-entry <box>368 1029 664 1062</box>
entry-text: ဘဒ္ဒန္တဉတ္တမ၊ တောင်ကလေးဘုန်းတော်ကြီးသင်ပညာရေးမူလတန်းလွန် ကျောင်း၊ တောင်ကလေးကျေးရွာ၊ ဘားအံမြို့နယ်၊ ကရင်ပြည်နယ် <box>92 1600 354 1649</box>
entry-text: ဘဒ္ဒန္တပညာဝန္တ၊ နန်းဦးကျောင်းတိုက်၊ ဗညားဒလရပ်ကွက်၊ ဒလမြို့နယ်၊ ရန်ကုန်တိုင်းဒေသကြီး <box>712 1214 974 1245</box>
entry-number: ၈၀။ <box>58 1170 76 1185</box>
entry-number: ၇၈။ <box>58 1069 76 1084</box>
entry-number: ၄၁။ <box>368 1540 386 1555</box>
entry-text: ဘဒ္ဒန္တအဂ္ဂိစာရ၊ ပညာပါရမီဓမ္မရိပ်သာကျောင်းတိုက်၊ သရက်ခြံကျေးရွာ၊ ထန်းတပင်မြို့နယ်၊ ရန်ကုန်တိုင်းဒေသကြီး <box>712 1400 974 1432</box>
entry-text: ဘဒ္ဒန္တကဝိန္ဒ၊ မင်္ဂလာအောင်မြေကျောင်းတိုက်၊ ရွှေမင်းဝံရပ်ကွက်၊ စစ်ကိုင်း မြို့၊ စစ်ကိုင်းတိုင်းဒေသကြီး <box>402 347 664 379</box>
entry-number: ၅၆။ <box>678 789 696 804</box>
entry-text: ဘဒ္ဒန္တနန္ဒမာလာ၊ လိပ်ဥကုန်းမိုးကုတ်ဝိပဿနာဓမ္မရိပ်သာကျောင်းတိုက်၊ အမှတ်(၁၈) ရပ်ကွက်၊ ဖျာပုံမြို့၊ ဧရာဝတီတိုင်းဒေသကြီး <box>92 1120 354 1168</box>
title-entry <box>678 839 974 889</box>
entry-number: ၇၉။ <box>58 1120 76 1135</box>
title-entry <box>368 825 664 858</box>
entry-text: ဒေါက်တာဘဒ္ဒန္တပညာစက္က၊ ဓမ္မသီရီမင်းကျောင်းတိုက်၊ ရွာဘဲနယ်မြေ ပြည်မြို့၊ ပဲခူးတိုင်းဒေသကြီး <box>402 859 664 891</box>
title-entry <box>368 1301 664 1334</box>
title-entry <box>58 728 354 761</box>
title-entry <box>678 1536 974 1569</box>
continued-from-note: ★ စာမျက်နှာ ၆ မှ <box>60 179 145 194</box>
entry-number: ၆၄။ <box>58 457 76 472</box>
entry-text: ဘဒ္ဒန္တဉာဏသီရီ၊ ပညာဇောတာရုံကျောင်းတိုက်၊ စီးပင်ကြီးကျေးရွာ၊ ပြင်ဦးလွင်မြို့နယ်၊ မန္တလေးတိုင်းဒေသကြီး <box>402 1233 664 1265</box>
entry-text: ဘဒ္ဒန္တဝါယမိန္ဒ၊ မနောရမ္မပညာဒါနကျောင်း၊ အရှေ့ဥယျာဉ်တိုက်၊ လင်းလွန်းတောင်ရပ်ကွက်၊ စမ်းချောင်းမြို့နယ်၊ ရန်ကုန်တိုင်းဒေသကြီး <box>712 840 974 888</box>
title-entry <box>368 484 664 517</box>
title-entry <box>58 1651 354 1684</box>
entry-text: ဘဒ္ဒန္တကောမလ၊ ညောင်ရိပ်သာကျောင်းတိုက်၊ ၇/အနောက်ရပ်ကွက်၊ သာကေတမြို့နယ်၊ ရန်ကုန်တိုင်းဒေသကြီး <box>712 1095 974 1126</box>
entry-text: ဘဒ္ဒန္တပညာစက္က၊ သာသနဝိပုလကာရီကျောင်းတိုက်၊ ဆီဆုံကျေးရွာ၊ ရေဦး မြို့နယ်၊ စစ်ကိုင်းတိုင်းဒေသကြီး <box>402 450 664 482</box>
title-entry <box>58 423 354 456</box>
column-2 <box>368 177 664 1606</box>
entry-text: ဘဒ္ဒန္တဃောသိတ၊ အနန္တဂုဏ်ရည်ပရိယတ္တိစာသင်တိုက်၊ စော်ဘွားကြီးကုန်း ရပ်ကွက်၊ အင်းစိန်မြို့နယ်၊ ရန်ကုန်တိုင်းဒေသကြီး <box>712 1129 974 1177</box>
entry-number: ၂၃။ <box>368 825 385 840</box>
entry-text: ဘဒ္ဒန္တဝိသုတ၊ ညောင်ပင်ဆိပ်တောရတေဇဓမ္မဝိပဿနာကမ္မဋ္ဌာန်း ကျောင်းတိုက်၊ ညောင်ပင်ဆိပ်ရပ်ကွက်၊ မော်လမြိုင်မြို့၊ မွန်ပြည်နယ် <box>402 1438 664 1487</box>
entry-text: ဘဒ္ဒန္တနိမ္မလ၊ သဲအိမ်တိုက်ကျောင်း၊ သဲအိမ်စံပြကျေးရွာ၊ ပေါင်မြို့နယ်၊ မွန်ပြည်နယ် <box>402 1370 664 1402</box>
title-entry <box>368 1335 664 1368</box>
entry-text: ဘဒ္ဒန္တဉာဏိသာရ၊ တိပိဋကမဟာဂန္ဓာရုံကျောင်းတိုက်၊ အမှတ်(၉) ရပ်ကွက်၊ မရမ်းကုန်းမြို့နယ်၊ ရန်ကုန်တိုင်းဒေသကြီး <box>92 304 354 352</box>
entry-number: ၇၁။ <box>58 763 76 778</box>
title-entry <box>58 1566 354 1599</box>
entry-text: ဘဒ္ဒန္တကေသရ၊ ဘုရားကြီးကျောင်းတိုက်၊ ဘုရားကြီးကျေးရွာ၊ လပွတ္တာ မြို့နယ်၊ ဧရာဝတီတိုင်းဒေသကြီး <box>92 915 354 947</box>
entry-text: ဘဒ္ဒန္တမေဓကံရာနန္ဒ၊ ဆုတောင်းပြည့်ကျောင်းတိုက်၊ တောင်လုံးပြန် ရပ်ကွက်၊ မင်္ဂလာတောင်ညွန့်မြို့နယ်၊ ရန်ကုန်တိုင်းဒေသကြီး <box>92 253 354 301</box>
title-entry <box>58 983 354 1033</box>
entry-number: ၂၇။ <box>368 978 385 993</box>
entry-text: ဘဒ္ဒန္တထေရာဝံသ၊ ရေကာကျောင်းတိုက်၊ ရေကာကျေးရွာ၊ လယ်ဝေး မြို့နယ်၊ နေပြည်တော် <box>402 553 664 584</box>
title-entry <box>678 1298 974 1348</box>
entry-text: ဘဒ္ဒန္တဝီလာသ၊ မိုးယံကောင်းကျောင်းပရိယတ္တိစာသင်တိုက်၊ အမှတ် (၁၄)ရပ်ကွက်၊ ရန်ကင်းမြို့နယ်၊ ရန်ကုန်တိုင်းဒေသကြီး <box>712 637 974 685</box>
entry-number: ၁၀။ <box>368 347 386 362</box>
title-entry <box>58 1245 354 1311</box>
entry-number: ၆၇။ <box>58 593 76 608</box>
entry-text: Ven.Gallelle Sumanasiri Thero, Buddhist and Pali University of Sri Lanka, Gurulugomi Mawatha, Pitipana North, Homagama, Sri Lanka. <box>92 1245 354 1310</box>
